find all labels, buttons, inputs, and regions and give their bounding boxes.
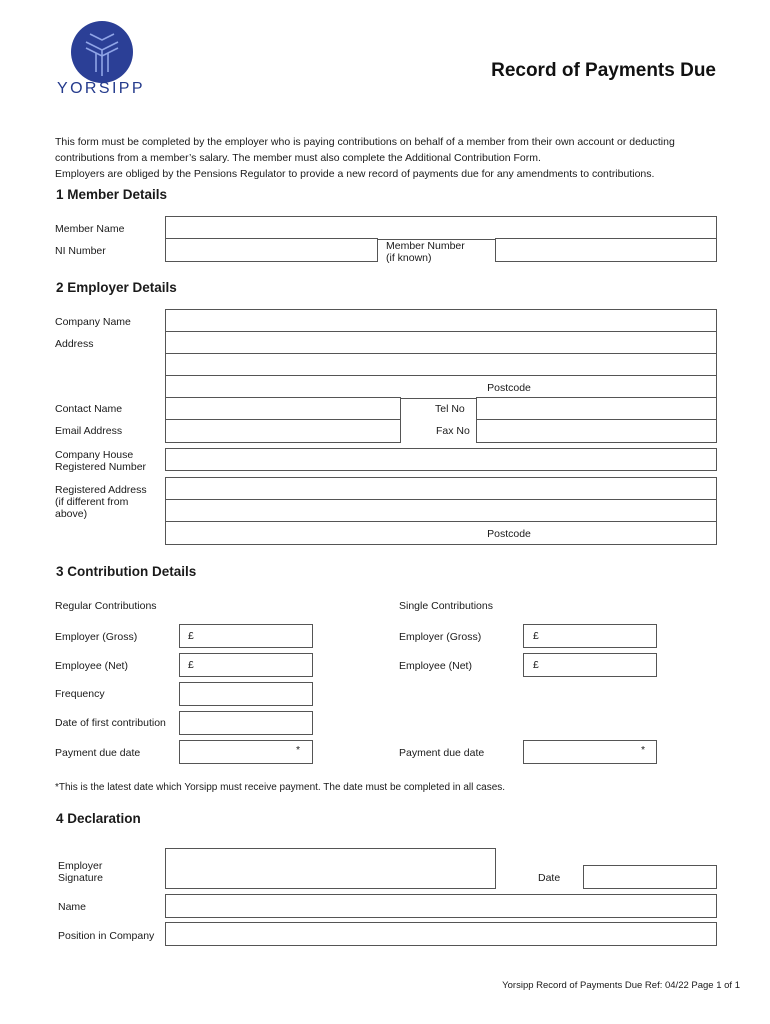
page-title: Record of Payments Due (491, 60, 716, 81)
section-declaration-heading: 4 Declaration (56, 811, 141, 826)
currency-symbol: £ (533, 630, 539, 642)
section-contribution-heading: 3 Contribution Details (56, 564, 197, 579)
frequency-field[interactable] (179, 682, 313, 706)
brand-name: YORSIPP (57, 80, 145, 97)
intro-text (55, 134, 725, 182)
email-address-label: Email Address (55, 425, 123, 437)
page-footer: Yorsipp Record of Payments Due Ref: 04/22 Page 1 of 1 (502, 980, 740, 991)
member-number-field[interactable] (495, 238, 717, 262)
single-employer-gross-field[interactable] (523, 624, 657, 648)
company-house-number-field[interactable] (165, 448, 717, 471)
registered-address-label-line2: (if different from (55, 496, 129, 508)
regular-payment-due-label: Payment due date (55, 747, 141, 759)
name-field[interactable] (165, 894, 717, 918)
member-name-label: Member Name (55, 223, 125, 235)
regular-payment-due-field[interactable] (179, 740, 313, 764)
address-field-line2[interactable] (165, 353, 717, 376)
position-label: Position in Company (58, 930, 155, 942)
registered-address-label (55, 484, 147, 520)
postcode-label-2: Postcode (487, 528, 531, 540)
employer-signature-label-line2: Signature (58, 872, 103, 884)
section-employer-heading: 2 Employer Details (56, 280, 177, 295)
date-field[interactable] (583, 865, 717, 889)
contact-name-label: Contact Name (55, 403, 123, 415)
registered-address-label-line3: above) (55, 508, 88, 520)
registered-address-label-line1: Registered Address (55, 484, 147, 496)
payment-note: *This is the latest date which Yorsipp must receive payment. The date must be completed in all cases. (55, 782, 506, 793)
ni-number-field[interactable] (165, 238, 378, 262)
regular-employee-net-field[interactable] (179, 653, 313, 677)
currency-symbol: £ (533, 659, 539, 671)
asterisk-mark: * (641, 744, 646, 756)
position-field[interactable] (165, 922, 717, 946)
single-contributions-label: Single Contributions (399, 600, 493, 612)
regular-employee-net-label: Employee (Net) (55, 660, 128, 672)
intro-line-1: This form must be completed by the employer who is paying contributions on behalf of a member from their own account or deducting (55, 136, 675, 148)
email-address-field[interactable] (165, 419, 401, 443)
name-label: Name (58, 901, 87, 913)
fax-no-field[interactable] (476, 419, 717, 443)
postcode-label: Postcode (487, 382, 531, 394)
address-field-line1[interactable] (165, 331, 717, 354)
intro-line-2: contributions from a member’s salary. The member must also complete the Additional Contribution Form. (55, 152, 541, 164)
registered-address-field-line3[interactable] (165, 521, 717, 545)
address-label: Address (55, 338, 94, 350)
member-number-label (386, 240, 465, 264)
frequency-label: Frequency (55, 688, 105, 700)
member-name-field[interactable] (165, 216, 717, 240)
registered-address-field-line2[interactable] (165, 499, 717, 522)
registered-address-field-line1[interactable] (165, 477, 717, 500)
regular-contributions-label: Regular Contributions (55, 600, 157, 612)
date-first-contribution-field[interactable] (179, 711, 313, 735)
intro-line-3: Employers are obliged by the Pensions Regulator to provide a new record of payments due for any amendments to contributions. (55, 168, 655, 180)
section-member-heading: 1 Member Details (56, 187, 168, 202)
member-number-label-line2: (if known) (386, 252, 432, 264)
tel-no-field[interactable] (476, 397, 717, 421)
regular-employer-gross-label: Employer (Gross) (55, 631, 138, 643)
member-number-label-line1: Member Number (386, 240, 465, 252)
employer-signature-label (58, 860, 103, 884)
single-employee-net-field[interactable] (523, 653, 657, 677)
single-payment-due-label: Payment due date (399, 747, 485, 759)
company-name-label: Company Name (55, 316, 131, 328)
tel-no-label: Tel No (435, 403, 465, 415)
date-label: Date (538, 872, 561, 884)
contact-name-field[interactable] (165, 397, 401, 421)
employer-signature-field[interactable] (165, 848, 496, 889)
employer-signature-label-line1: Employer (58, 860, 103, 872)
asterisk-mark: * (296, 744, 301, 756)
company-house-label-line1: Company House (55, 449, 134, 461)
company-house-label (55, 449, 146, 473)
single-employee-net-label: Employee (Net) (399, 660, 472, 672)
single-employer-gross-label: Employer (Gross) (399, 631, 482, 643)
company-house-label-line2: Registered Number (55, 461, 147, 473)
single-payment-due-field[interactable] (523, 740, 657, 764)
regular-employer-gross-field[interactable] (179, 624, 313, 648)
company-name-field[interactable] (165, 309, 717, 332)
address-field-line3[interactable] (165, 375, 717, 399)
fax-no-label: Fax No (436, 425, 470, 437)
ni-number-label: NI Number (55, 245, 106, 257)
currency-symbol: £ (188, 659, 194, 671)
date-first-contribution-label: Date of first contribution (55, 717, 166, 729)
currency-symbol: £ (188, 630, 194, 642)
